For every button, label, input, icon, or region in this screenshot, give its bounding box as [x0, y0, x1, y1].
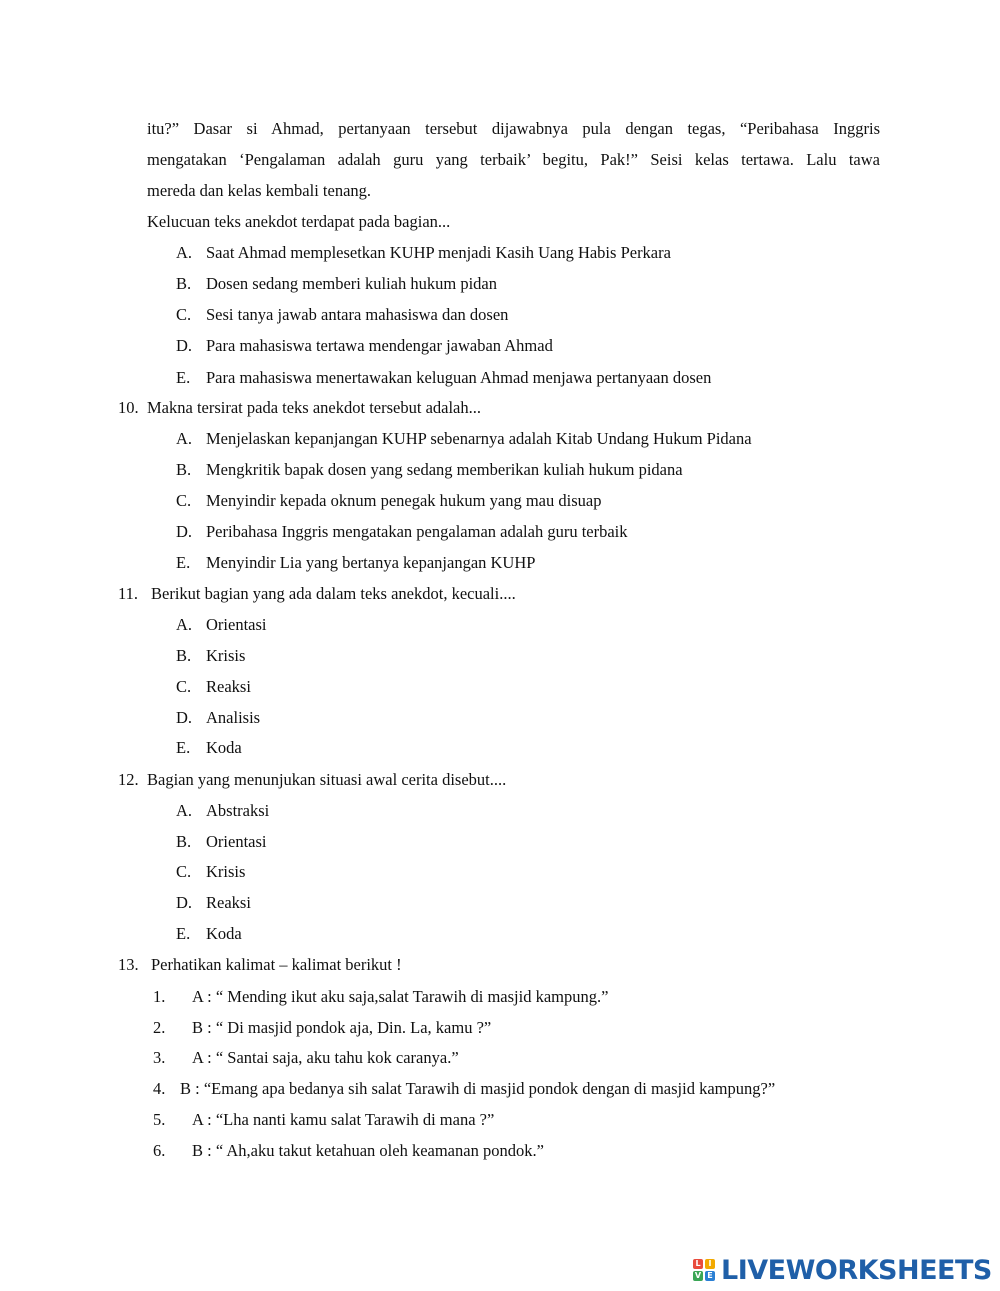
q11-option-e-text[interactable]: Koda — [206, 738, 242, 757]
intro-line-3: mereda dan kelas kembali tenang. — [147, 181, 372, 200]
logo-mark-i: I — [705, 1259, 715, 1269]
q11-option-d-letter: D. — [176, 708, 193, 727]
q11-option-d-text[interactable]: Analisis — [206, 708, 261, 727]
q12-option-d-text[interactable]: Reaksi — [206, 893, 251, 912]
q10-option-c-letter: C. — [176, 491, 192, 510]
liveworksheets-logo-text: LIVEWORKSHEETS — [721, 1254, 992, 1286]
q10-option-e-letter: E. — [176, 553, 191, 572]
q11-option-e-letter: E. — [176, 738, 191, 757]
liveworksheets-logo-icon — [693, 1259, 715, 1281]
q12-option-b-text[interactable]: Orientasi — [206, 832, 267, 851]
q9-option-d-letter: D. — [176, 336, 193, 355]
question-11-text: Berikut bagian yang ada dalam teks anekdot, kecuali.... — [151, 584, 516, 603]
liveworksheets-logo — [693, 1253, 992, 1287]
q12-option-c-letter: C. — [176, 862, 192, 881]
q10-option-b-letter: B. — [176, 460, 192, 479]
q10-option-d-letter: D. — [176, 522, 193, 541]
question-13-text: Perhatikan kalimat – kalimat berikut ! — [151, 955, 402, 974]
q12-option-a-text[interactable]: Abstraksi — [206, 801, 270, 820]
q12-option-b-letter: B. — [176, 832, 192, 851]
q12-option-e-letter: E. — [176, 924, 191, 943]
q13-item-1-number: 1. — [153, 987, 166, 1006]
q13-item-5-text: A : “Lha nanti kamu salat Tarawih di mana ?” — [192, 1110, 495, 1129]
logo-mark-e: E — [705, 1271, 715, 1281]
logo-mark-v: V — [694, 1271, 702, 1280]
question-11-number: 11. — [118, 584, 139, 603]
q13-item-2-number: 2. — [153, 1018, 166, 1037]
q9-option-a-text[interactable]: Saat Ahmad memplesetkan KUHP menjadi Kasih Uang Habis Perkara — [206, 243, 671, 262]
intro-line-1: itu?” Dasar si Ahmad, pertanyaan tersebut dijawabnya pula dengan tegas, “Peribahasa Inggris — [147, 119, 880, 138]
q12-option-a-letter: A. — [176, 801, 193, 820]
q11-option-a-text[interactable]: Orientasi — [206, 615, 267, 634]
q12-option-d-letter: D. — [176, 893, 193, 912]
question-13-number: 13. — [118, 955, 139, 974]
logo-mark-l: L — [693, 1259, 703, 1269]
question-12-text: Bagian yang menunjukan situasi awal cerita disebut.... — [147, 770, 507, 789]
q13-item-3-text: A : “ Santai saja, aku tahu kok caranya.” — [192, 1048, 459, 1067]
question-12-number: 12. — [118, 770, 139, 789]
q11-option-b-letter: B. — [176, 646, 192, 665]
intro-line-2: mengatakan ‘Pengalaman adalah guru yang terbaik’ begitu, Pak!” Seisi kelas tertawa. Lalu tawa — [147, 150, 880, 169]
q9-option-e-text[interactable]: Para mahasiswa menertawakan keluguan Ahmad menjawa pertanyaan dosen — [206, 368, 712, 387]
q13-item-3-number: 3. — [153, 1048, 166, 1067]
q13-item-5-number: 5. — [153, 1110, 166, 1129]
q13-item-6-number: 6. — [153, 1141, 166, 1160]
question-10-text: Makna tersirat pada teks anekdot tersebut adalah... — [147, 398, 481, 417]
question-9-text: Kelucuan teks anekdot terdapat pada bagian... — [147, 212, 451, 231]
q11-option-c-letter: C. — [176, 677, 192, 696]
q10-option-a-letter: A. — [176, 429, 193, 448]
q10-option-d-text[interactable]: Peribahasa Inggris mengatakan pengalaman adalah guru terbaik — [206, 522, 628, 541]
q10-option-a-text[interactable]: Menjelaskan kepanjangan KUHP sebenarnya adalah Kitab Undang Hukum Pidana — [206, 429, 752, 448]
q12-option-c-text[interactable]: Krisis — [206, 862, 246, 881]
q9-option-d-text[interactable]: Para mahasiswa tertawa mendengar jawaban Ahmad — [206, 336, 553, 355]
q11-option-c-text[interactable]: Reaksi — [206, 677, 251, 696]
q9-option-c-letter: C. — [176, 305, 192, 324]
q11-option-a-letter: A. — [176, 615, 193, 634]
q9-option-c-text[interactable]: Sesi tanya jawab antara mahasiswa dan dosen — [206, 305, 509, 324]
q9-option-b-letter: B. — [176, 274, 192, 293]
q9-option-a-letter: A. — [176, 243, 193, 262]
q13-item-6-text: B : “ Ah,aku takut ketahuan oleh keamanan pondok.” — [192, 1141, 544, 1160]
q12-option-e-text[interactable]: Koda — [206, 924, 242, 943]
q11-option-b-text[interactable]: Krisis — [206, 646, 246, 665]
q13-item-4-number: 4. — [153, 1079, 166, 1098]
q13-item-4-text: B : “Emang apa bedanya sih salat Tarawih di masjid pondok dengan di masjid kampung?” — [180, 1079, 776, 1098]
question-10-number: 10. — [118, 398, 139, 417]
q10-option-b-text[interactable]: Mengkritik bapak dosen yang sedang memberikan kuliah hukum pidana — [206, 460, 683, 479]
q13-item-2-text: B : “ Di masjid pondok aja, Din. La, kamu ?” — [192, 1018, 492, 1037]
q9-option-e-letter: E. — [176, 368, 191, 387]
q9-option-b-text[interactable]: Dosen sedang memberi kuliah hukum pidan — [206, 274, 497, 293]
q10-option-e-text[interactable]: Menyindir Lia yang bertanya kepanjangan KUHP — [206, 553, 536, 572]
q13-item-1-text: A : “ Mending ikut aku saja,salat Tarawih di masjid kampung.” — [192, 987, 609, 1006]
q10-option-c-text[interactable]: Menyindir kepada oknum penegak hukum yang mau disuap — [206, 491, 602, 510]
